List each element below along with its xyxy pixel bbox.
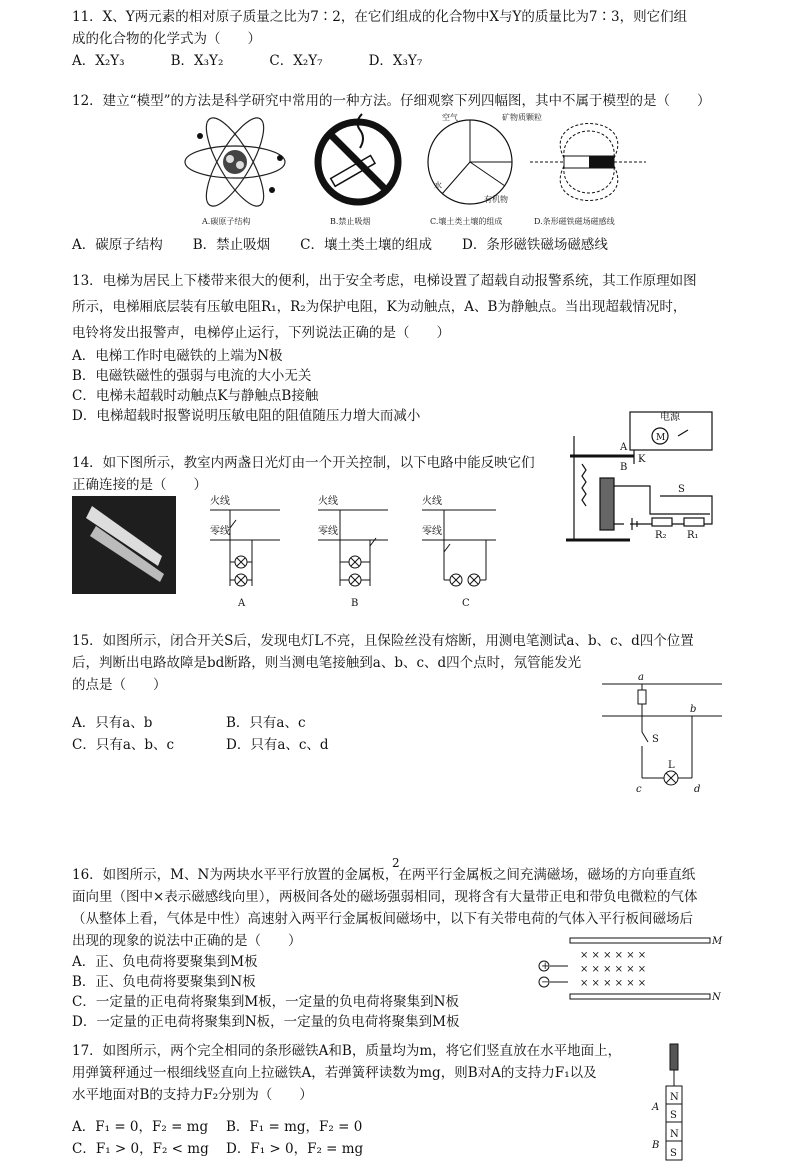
q16-option-d[interactable]: D．一定量的正电荷将聚集到N板，一定量的负电荷将聚集到M板 [72,1014,460,1030]
svg-text:× × × × × ×: × × × × × × [580,964,647,975]
q13-option-b[interactable]: B．电磁铁磁性的强弱与电流的大小无关 [72,368,312,384]
caption-c: C.壤土类土壤的组成 [430,217,503,226]
q16-line2: 面向里（图中×表示磁感线向里），两极间各处的磁场强弱相同，现将含有大量带正电和带负电微粒的气体 [72,889,698,905]
svg-text:× × × × × ×: × × × × × × [580,978,647,989]
magnet-b-s: S [670,1148,677,1159]
q11-options [72,50,722,72]
circuit-label-c: C [462,598,470,609]
q17-line2: 用弹簧秤通过一根细线竖直向上拉磁铁A，若弹簧秤读数为mg，则B对A的支持力F₁以及 [72,1065,597,1081]
q12-options [72,234,722,256]
q15-line3: 的点是（ ） [72,677,167,693]
neutral-wire-label-b: 零线 [318,526,338,537]
no-smoking-icon [318,114,398,226]
neutral-wire-label-c: 零线 [422,526,442,537]
q15-option-d[interactable]: D．只有a、c、d [226,737,329,753]
q17-option-d[interactable]: D．F₁ > 0，F₂ = mg [226,1141,364,1157]
q16-option-a[interactable]: A．正、负电荷将要聚集到M板 [72,954,258,970]
q12-option-c[interactable]: C．壤土类土壤的组成 [300,237,433,253]
q14-circuits [200,490,510,610]
power-label: 电源 [660,412,680,423]
q12-options-wrap [72,234,722,256]
plate-m-label: M [712,936,723,947]
question-13 [72,268,722,426]
pie-label-mineral: 矿物质颗粒 [502,113,542,122]
fire-wire-label-c: 火线 [422,496,442,507]
q15-option-b[interactable]: B．只有a、c [226,715,306,731]
q16-option-c[interactable]: C．一定量的正电荷将聚集到M板，一定量的负电荷将聚集到N板 [72,994,459,1010]
q17-option-a[interactable]: A．F₁ = 0，F₂ = mg [72,1119,209,1135]
magnet-b-n: N [670,1129,679,1140]
q13-line2: 所示，电梯厢底层装有压敏电阻R₁，R₂为保护电阻，K为动触点，A、B为静触点。当出现超载情况时， [72,299,687,315]
contact-a-label: A [620,442,628,453]
atom-figure [185,111,285,226]
contact-b-label: B [620,462,628,473]
minus-charge: − [541,977,550,988]
caption-b: B.禁止吸烟 [330,217,371,226]
magnet-field-figure [530,124,646,227]
fluorescent-lamp-photo [72,496,176,594]
point-c-label: c [636,784,642,795]
q16-line4: 出现的现象的说法中正确的是（ ） [72,933,302,949]
r2-label: R₂ [655,530,667,541]
q11-option-b[interactable]: B．X₃Y₂ [170,53,224,69]
q13-option-c[interactable]: C．电梯未超载时动触点K与静触点B接触 [72,388,319,404]
caption-a: A.碳原子结构 [202,217,251,226]
q16-plates-diagram [530,934,723,1006]
q12-option-b[interactable]: B．禁止吸烟 [192,237,271,253]
q13-option-d[interactable]: D．电梯超载时报警说明压敏电阻的阻值随压力增大而减小 [72,408,421,424]
fire-wire-label-b: 火线 [318,496,338,507]
svg-text:M: M [656,433,666,443]
point-a-label: a [638,672,644,683]
plus-charge: + [541,961,550,972]
svg-text:× × × × × ×: × × × × × × [580,950,647,961]
q17-line3: 水平地面对B的支持力F₂分别为（ ） [72,1087,313,1103]
point-b-label: b [690,704,697,715]
lamp-l-label: L [668,760,675,771]
question-11 [72,6,722,72]
soil-pie-figure [428,112,542,226]
question-17 [72,1040,722,1106]
q13-line3: 电铃将发出报警声，电梯停止运行，下列说法正确的是（ ） [72,325,450,341]
q11-option-d[interactable]: D．X₃Y₇ [368,53,423,69]
q15-line1: 15．如图所示，闭合开关S后，发现电灯L不亮，且保险丝没有熔断，用测电笔测试a、b、c、d四个位置 [72,633,694,649]
q12-option-d[interactable]: D．条形磁铁磁场磁感线 [462,237,608,253]
fire-wire-label-a: 火线 [210,496,230,507]
circuit-label-b: B [351,598,359,609]
q12-line1: 12．建立“模型”的方法是科学研究中常用的一种方法。仔细观察下列四幅图，其中不属于模型的是（ ） [72,93,711,109]
q16-line3: （从整体上看，气体是中性）高速射入两平行金属板间磁场中，以下有关带电荷的气体入平行板间磁场后 [72,911,693,927]
magnet-b-label: B [652,1140,660,1151]
q15-circuit [600,670,730,800]
q17-line1: 17．如图所示，两个完全相同的条形磁铁A和B，质量均为m，将它们竖直放在水平地面上， [72,1043,622,1059]
switch-s-label-15: S [652,734,659,745]
q17-option-c[interactable]: C．F₁ > 0，F₂ < mg [72,1141,209,1157]
q13-option-a[interactable]: A．电梯工作时电磁铁的上端为N极 [72,348,283,364]
pie-label-water: 水 [434,181,442,190]
page-number: 2 [392,856,400,870]
q15-option-c[interactable]: C．只有a、b、c [72,737,175,753]
point-d-label: d [694,784,701,795]
q14-line1: 14．如下图所示，教室内两盏日光灯由一个开关控制，以下电路中能反映它们 [72,455,535,471]
q12-option-a[interactable]: A．碳原子结构 [72,237,163,253]
neutral-wire-label-a: 零线 [210,526,230,537]
q16-line1: 16．如图所示，M、N为两块水平平行放置的金属板，在两平行金属板之间充满磁场，磁场的方向垂直纸 [72,867,696,883]
magnet-a-label: A [652,1102,660,1113]
caption-d: D.条形磁铁磁场磁感线 [534,217,615,226]
q13-line1: 13．电梯为居民上下楼带来很大的便利，出于安全考虑，电梯设置了超载自动报警系统，其工作原理如图 [72,273,697,289]
r1-label: R₁ [687,530,699,541]
switch-s-label: S [678,484,685,495]
question-12 [72,90,722,112]
q15-option-a[interactable]: A．只有a、b [72,715,153,731]
q11-option-a[interactable]: A．X₂Y₃ [72,53,125,69]
q12-figures [180,112,650,234]
q11-option-c[interactable]: C．X₂Y₇ [269,53,323,69]
q11-line2: 成的化合物的化学式为（ ） [72,31,261,47]
q17-options [72,1116,722,1160]
q15-line2: 后，判断出电路故障是bd断路，则当测电笔接触到a、b、c、d四个点时，氖管能发光 [72,655,582,671]
contact-k-label: K [638,454,646,465]
q14-line2: 正确连接的是（ ） [72,477,207,493]
circuit-label-a: A [238,598,246,609]
pie-label-air: 空气 [442,113,458,122]
q16-option-b[interactable]: B．正、负电荷将要聚集到N板 [72,974,256,990]
q11-line1: 11．X、Y两元素的相对原子质量之比为7∶2，在它们组成的化合物中X与Y的质量比为7∶3，则它们组 [72,9,688,25]
magnet-a-s: S [670,1110,677,1121]
pie-label-organic: 有机物 [484,195,508,204]
q17-magnets-diagram [640,1040,700,1165]
plate-n-label: N [712,992,721,1003]
q17-option-b[interactable]: B．F₁ = mg，F₂ = 0 [226,1119,363,1135]
magnet-a-n: N [670,1092,679,1103]
